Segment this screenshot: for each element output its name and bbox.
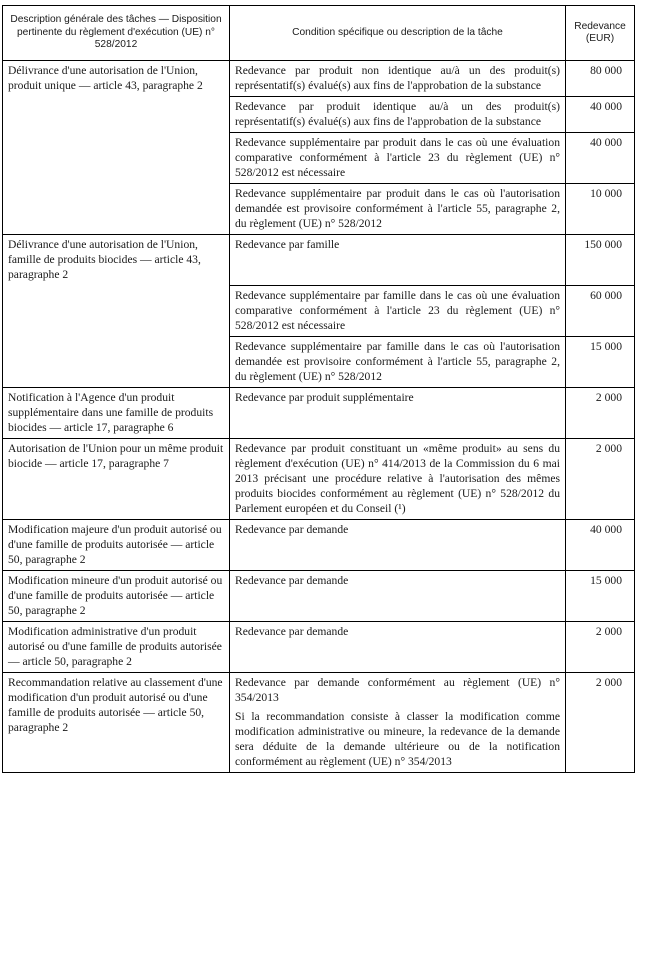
condition-text: Redevance par demande conformément au règlement (UE) n° 354/2013 [235,675,560,704]
condition-extra-text: Si la recommandation consiste à classer la modification comme modification administrative ou mineure, la redevance de la demande sera déduite de la demande ultérieure ou de la notification conformément au règlement (UE) n° 354/2013 [235,709,560,768]
table-row [3,184,635,235]
condition-cell: Redevance par produit identique au/à un des produit(s) représentatif(s) évalué(s) aux fins de l'approbation de la substance [230,97,566,133]
table-row [3,336,635,387]
fee-cell: 2 000 [566,438,635,519]
header-task-description: Description générale des tâches — Disposition pertinente du règlement d'exécution (UE) n° 528/2012 [3,6,230,61]
table-row [3,285,635,336]
fee-cell: 40 000 [566,133,635,184]
fee-cell: 15 000 [566,570,635,621]
task-cell: Recommandation relative au classement d'une modification d'un produit autorisé ou d'une famille de produits autorisée — article 50, paragraphe 2 [3,672,230,772]
table-row [3,438,635,519]
fee-cell: 2 000 [566,621,635,672]
task-cell: Délivrance d'une autorisation de l'Union, famille de produits biocides — article 43, paragraphe 2 [3,235,230,286]
task-cell [3,285,230,336]
task-cell: Modification majeure d'un produit autorisé ou d'une famille de produits autorisée — article 50, paragraphe 2 [3,519,230,570]
fees-table [2,5,635,773]
table-row [3,235,635,286]
fee-cell: 2 000 [566,672,635,772]
condition-cell: Redevance supplémentaire par famille dans le cas où une évaluation comparative conformément à l'article 23 du règlement (UE) n° 528/2012 est nécessaire [230,285,566,336]
condition-cell: Redevance par demande [230,621,566,672]
condition-cell: Redevance par demande [230,519,566,570]
condition-cell: Redevance par produit non identique au/à un des produit(s) représentatif(s) évalué(s) aux fins de l'approbation de la substance [230,61,566,97]
header-fee: Redevance (EUR) [566,6,635,61]
fee-cell: 60 000 [566,285,635,336]
fee-cell: 2 000 [566,387,635,438]
condition-cell: Redevance supplémentaire par famille dans le cas où l'autorisation demandée est provisoire conformément à l'article 55, paragraphe 2, du règlement (UE) n° 528/2012 [230,336,566,387]
task-cell [3,336,230,387]
table-header [3,6,635,61]
table-row [3,97,635,133]
condition-cell: Redevance supplémentaire par produit dans le cas où une évaluation comparative conformément à l'article 23 du règlement (UE) n° 528/2012 est nécessaire [230,133,566,184]
condition-cell [230,672,566,772]
fee-cell: 40 000 [566,97,635,133]
condition-cell: Redevance par produit constituant un «même produit» au sens du règlement d'exécution (UE) n° 414/2013 de la Commission du 6 mai 2013 précisant une procédure relative à l'autorisation des mêmes produits biocides conformément au règlement (UE) n° 528/2012 du Parlement européen et du Conseil (¹) [230,438,566,519]
table-row [3,672,635,772]
task-cell: Modification administrative d'un produit autorisé ou d'une famille de produits autorisée — article 50, paragraphe 2 [3,621,230,672]
task-cell [3,97,230,133]
task-cell: Autorisation de l'Union pour un même produit biocide — article 17, paragraphe 7 [3,438,230,519]
fee-cell: 40 000 [566,519,635,570]
fee-cell: 150 000 [566,235,635,286]
condition-cell: Redevance par produit supplémentaire [230,387,566,438]
condition-cell: Redevance par famille [230,235,566,286]
fee-cell: 80 000 [566,61,635,97]
fee-cell: 15 000 [566,336,635,387]
task-cell: Modification mineure d'un produit autorisé ou d'une famille de produits autorisée — article 50, paragraphe 2 [3,570,230,621]
table-row [3,519,635,570]
table-row [3,61,635,97]
table-row [3,621,635,672]
table-row [3,570,635,621]
fee-cell: 10 000 [566,184,635,235]
table-row [3,387,635,438]
task-cell: Notification à l'Agence d'un produit supplémentaire dans une famille de produits biocides — article 17, paragraphe 6 [3,387,230,438]
condition-cell: Redevance par demande [230,570,566,621]
condition-cell: Redevance supplémentaire par produit dans le cas où l'autorisation demandée est provisoire conformément à l'article 55, paragraphe 2, du règlement (UE) n° 528/2012 [230,184,566,235]
task-cell [3,184,230,235]
header-condition: Condition spécifique ou description de la tâche [230,6,566,61]
table-body [3,61,635,773]
task-cell: Délivrance d'une autorisation de l'Union, produit unique — article 43, paragraphe 2 [3,61,230,97]
table-row [3,133,635,184]
task-cell [3,133,230,184]
